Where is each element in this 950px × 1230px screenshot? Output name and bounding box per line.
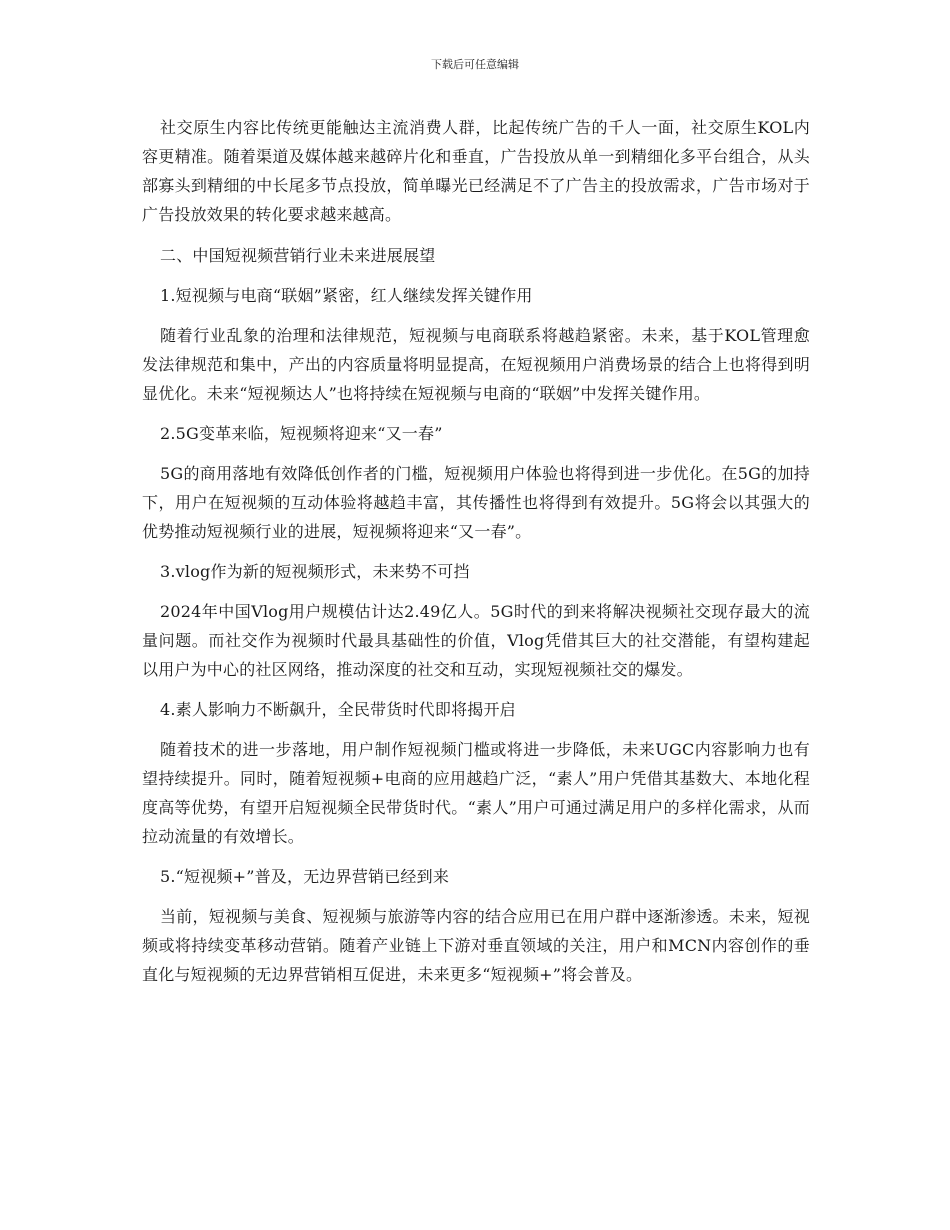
subheading-4: 4.素人影响力不断飙升，全民带货时代即将揭开启 (160, 700, 516, 719)
subheading-5: 5.“短视频+”普及，无边界营销已经到来 (160, 867, 450, 886)
subheading-1: 1.短视频与电商“联姻”紧密，红人继续发挥关键作用 (160, 286, 533, 305)
document-body (142, 113, 810, 989)
paragraph-4: 随着技术的进一步落地，用户制作短视频门槛或将进一步降低，未来UGC内容影响力也有望持续提升。同时，随着短视频+电商的应用越趋广泛，“素人”用户凭借其基数大、本地化程度高等优势，有望开启短视频全民带货时代。“素人”用户可通过满足用户的多样化需求，从而拉动流量的有效增长。 (142, 740, 810, 846)
subheading-3: 3.vlog作为新的短视频形式，未来势不可挡 (160, 562, 470, 581)
paragraph-intro: 社交原生内容比传统更能触达主流消费人群，比起传统广告的千人一面，社交原生KOL内容更精准。随着渠道及媒体越来越碎片化和垂直，广告投放从单一到精细化多平台组合，从头部寡头到精细的中长尾多节点投放，简单曝光已经满足不了广告主的投放需求，广告市场对于广告投放效果的转化要求越来越高。 (142, 118, 810, 224)
paragraph-3: 2024年中国Vlog用户规模估计达2.49亿人。5G时代的到来将解决视频社交现存最大的流量问题。而社交作为视频时代最具基础性的价值，Vlog凭借其巨大的社交潜能，有望构建起以用户为中心的社区网络，推动深度的社交和互动，实现短视频社交的爆发。 (142, 602, 810, 679)
page-header: 下载后可任意编辑 (431, 58, 519, 71)
subheading-2: 2.5G变革来临，短视频将迎来“又一春” (160, 424, 443, 443)
paragraph-2: 5G的商用落地有效降低创作者的门槛，短视频用户体验也将得到进一步优化。在5G的加持下，用户在短视频的互动体验将越趋丰富，其传播性也将得到有效提升。5G将会以其强大的优势推动短视频行业的进展，短视频将迎来“又一春”。 (142, 464, 810, 541)
paragraph-1: 随着行业乱象的治理和法律规范，短视频与电商联系将越趋紧密。未来，基于KOL管理愈发法律规范和集中，产出的内容质量将明显提高，在短视频用户消费场景的结合上也将得到明显优化。未来“短视频达人”也将持续在短视频与电商的“联姻”中发挥关键作用。 (142, 326, 810, 403)
paragraph-5: 当前，短视频与美食、短视频与旅游等内容的结合应用已在用户群中逐渐渗透。未来，短视频或将持续变革移动营销。随着产业链上下游对垂直领域的关注，用户和MCN内容创作的垂直化与短视频的无边界营销相互促进，未来更多“短视频+”将会普及。 (142, 907, 810, 984)
section-heading-2: 二、中国短视频营销行业未来进展展望 (160, 246, 436, 265)
